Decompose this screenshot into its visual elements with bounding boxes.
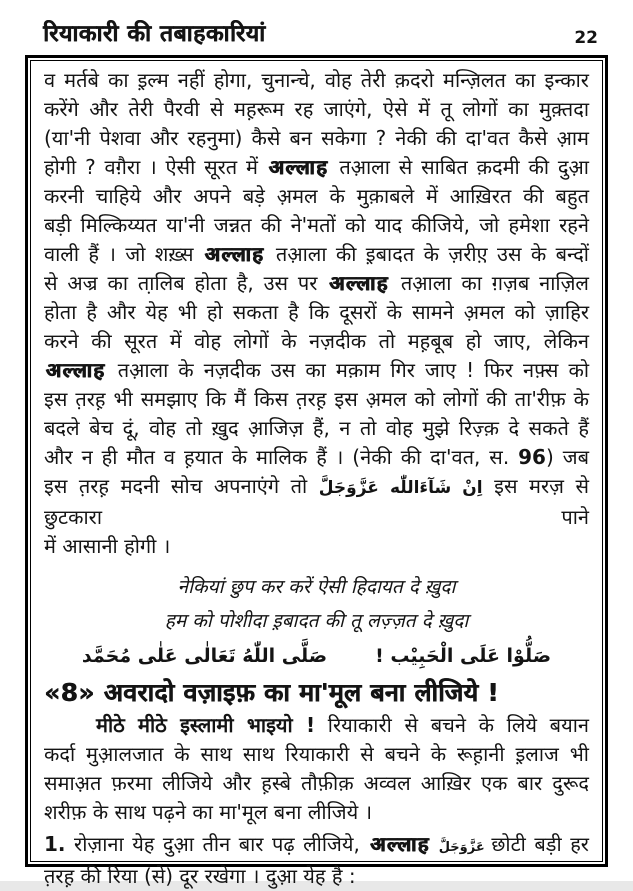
text-line: बड़ी मिल्किय्यत या'नी जन्नत की ने'मतों को याद कीजिये, जो हमेशा रहने <box>44 213 589 237</box>
text-line: समाअ़त फ़रमा लीजिये और ह़स्बे तौफ़ीक़ अव्वल आख़िर एक बार दुरूद <box>44 771 589 795</box>
text-line: वाली हैं । जो शख़्स अल्लाह तआ़ला की इ़बादत के ज़रीए़ उस के बन्दों <box>44 242 589 266</box>
text-line: हम को पोशीदा इ़बादत की तू लज़्ज़त दे ख़ुदा <box>164 610 469 632</box>
text-line: इस त़रह़ भी समझाए कि मैं किस त़रह़ इस अ़मल को लोगों की ता'रीफ़ के <box>44 387 589 411</box>
text-line: होगी ? वग़ैरा । ऐसी सूरत में अल्लाह तआ़ला से साबित क़दमी की दुआ़ <box>44 155 589 179</box>
text-line: बदले बेच दूं, वोह तो ख़ुद आ़जिज़ हैं, न तो वोह मुझे रिज़्क़ दे सकते हैं <box>44 416 589 440</box>
section-heading: «8» अवरादो वज़ाइफ़ का मा'मूल बना लीजिये ! <box>44 678 499 707</box>
text-line: करनी चाहिये और अपने बड़े अ़मल के मुक़ाबले में आख़िरत की बहुत <box>44 184 589 208</box>
text-line: शरीफ़ के साथ पढ़ने का मा'मूल बना लीजिये । <box>44 800 373 824</box>
text-line: से अज्र का ता़लिब होता है, उस पर अल्लाह तआ़ला का ग़ज़ब नाज़िल <box>44 271 589 295</box>
text-line: कर्दा मुआ़लजात के साथ साथ रियाकारी से बचने के रूह़ानी इ़लाज भी <box>44 742 589 766</box>
salat-line <box>44 639 589 673</box>
couplet <box>44 570 589 638</box>
text-line: करेंगे और तेरी पैरवी से मह़रूम रह जाएंगे, ऐसे में तू लोगों का मुक़्तदा <box>44 97 589 121</box>
text-line: करने की सूरत में वोह लोगों के नज़दीक तो मह़बूब हो जाए, लेकिन <box>44 329 589 353</box>
text-line: में आसानी होगी । <box>44 534 171 558</box>
inner-frame <box>30 60 603 888</box>
page-number: 22 <box>574 28 598 48</box>
page-header <box>25 16 608 55</box>
text-line: 1. रोज़ाना येह दुआ़ तीन बार पढ़ लीजिये, अल्लाह عَزَّوَجَلَّ छोटी बड़ी हर <box>44 832 589 856</box>
salat-response: صَلَّى اللّٰهُ تَعَالٰى عَلٰى مُحَمَّد <box>81 645 328 667</box>
main-paragraph <box>44 66 589 561</box>
text-line: मीठे मीठे इस्लामी भाइयो ! रियाकारी से बचने के लिये बयान <box>96 713 589 737</box>
text-line: व मर्तबे का इ़ल्म नहीं होगा, चुनान्चे, वोह तेरी क़दरो मन्ज़िलत का इन्कार <box>44 68 589 92</box>
outer-frame <box>25 55 608 888</box>
numbered-item <box>44 830 589 891</box>
text-line: अल्लाह तआ़ला के नज़दीक उस का मक़ाम गिर जाए ! फिर नफ़्स को <box>46 358 589 382</box>
text-line: इस त़रह़ मदनी सोच अपनाएंगे तो اِنْ شَآءَاللّٰه عَزَّوَجَلَّ इस मरज़ से छुटकारा पाने <box>44 474 590 529</box>
text-line: नेकियां छुप कर करें ऐसी हिदायत दे ख़ुदा <box>177 576 456 598</box>
address-paragraph <box>44 711 589 827</box>
book-title: रियाकारी की तबाहकारियां <box>43 21 266 47</box>
text-line: त़रह़ की रिया (से) दूर रखेगा । दुआ़ येह है : <box>44 864 356 888</box>
text-line: और न ही मौत व ह़यात के मालिक हैं । (नेकी की दा'वत, स. 96) जब <box>44 445 589 469</box>
text-line: होता है और येह भी हो सकता है कि दूसरों के सामने अ़मल को ज़ाहिर <box>44 300 589 324</box>
text-line: (या'नी पेशवा और रहनुमा) कैसे बन सकेगा ? नेकी की दा'वत कैसे आ़म <box>44 126 589 150</box>
salat-call: صَلُّوْا عَلَى الْحَبِيْب ! <box>375 645 552 667</box>
